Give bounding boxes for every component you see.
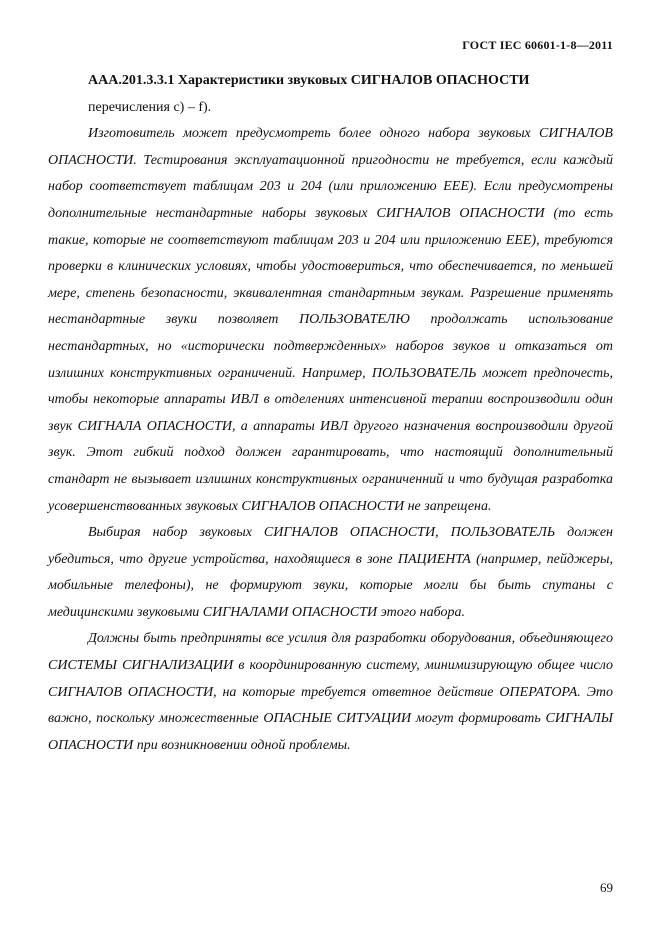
standard-code-header: ГОСТ IEC 60601-1-8—2011 xyxy=(462,38,613,52)
document-body xyxy=(48,68,613,759)
enumeration-reference: перечисления с) – f). xyxy=(88,99,212,115)
paragraph-user-check: Выбирая набор звуковых СИГНАЛОВ ОПАСНОСТИ, ПОЛЬЗОВАТЕЛЬ должен убедиться, что другие устройства, находящиеся в зоне ПАЦИЕНТА (например, пейджеры, мобильные телефоны), не формируют звуки, которые могли бы быть спутаны с медицинскими звуковыми СИГНАЛАМИ ОПАСНОСТИ этого набора. xyxy=(48,525,613,620)
paragraph-integration: Должны быть предприняты все усилия для разработки оборудования, объединяющего СИСТЕМЫ СИГНАЛИЗАЦИИ в координированную систему, минимизирующую общее число СИГНАЛОВ ОПАСНОСТИ, на которые требуется ответное действие ОПЕРАТОРА. Это важно, поскольку множественные ОПАСНЫЕ СИТУАЦИИ могут формировать СИГНАЛЫ ОПАСНОСТИ при возникновении одной проблемы. xyxy=(48,631,613,753)
paragraph-alarm-sets: Изготовитель может предусмотреть более одного набора звуковых СИГНАЛОВ ОПАСНОСТИ. Тестирования эксплуатационной пригодности не требуется, если каждый набор соответствует таблицам 203 и 204 (или приложению ЕЕЕ). Если предусмотрены дополнительные нестандартные наборы звуковых СИГНАЛОВ ОПАСНОСТИ (то есть такие, которые не соответствуют таблицам 203 и 204 или приложению ЕЕЕ), требуются проверки в клинических условиях, чтобы удостовериться, что обеспечивается, по меньшей мере, степень безопасности, эквивалентная стандартным звукам. Разрешение применять нестандартные звуки позволяет ПОЛЬЗОВАТЕЛЮ продолжать использование нестандартных, но «исторически подтвержденных» наборов звуков и отказаться от излишних конструктивных ограничений. Например, ПОЛЬЗОВАТЕЛЬ может предпочесть, чтобы некоторые аппараты ИВЛ в отделениях интенсивной терапии воспроизводили один звук СИГНАЛА ОПАСНОСТИ, а аппараты ИВЛ другого назначения воспроизводили другой звук. Этот гибкий подход должен гарантировать, что настоящий дополнительный стандарт не вызывает излишних конструктивных ограниченний и что будущая разработка усовершенствованных звуковых СИГНАЛОВ ОПАСНОСТИ не запрещена. xyxy=(48,126,613,514)
page-number: 69 xyxy=(600,880,613,895)
section-heading: AAA.201.3.3.1 Характеристики звуковых СИГНАЛОВ ОПАСНОСТИ xyxy=(88,73,530,88)
